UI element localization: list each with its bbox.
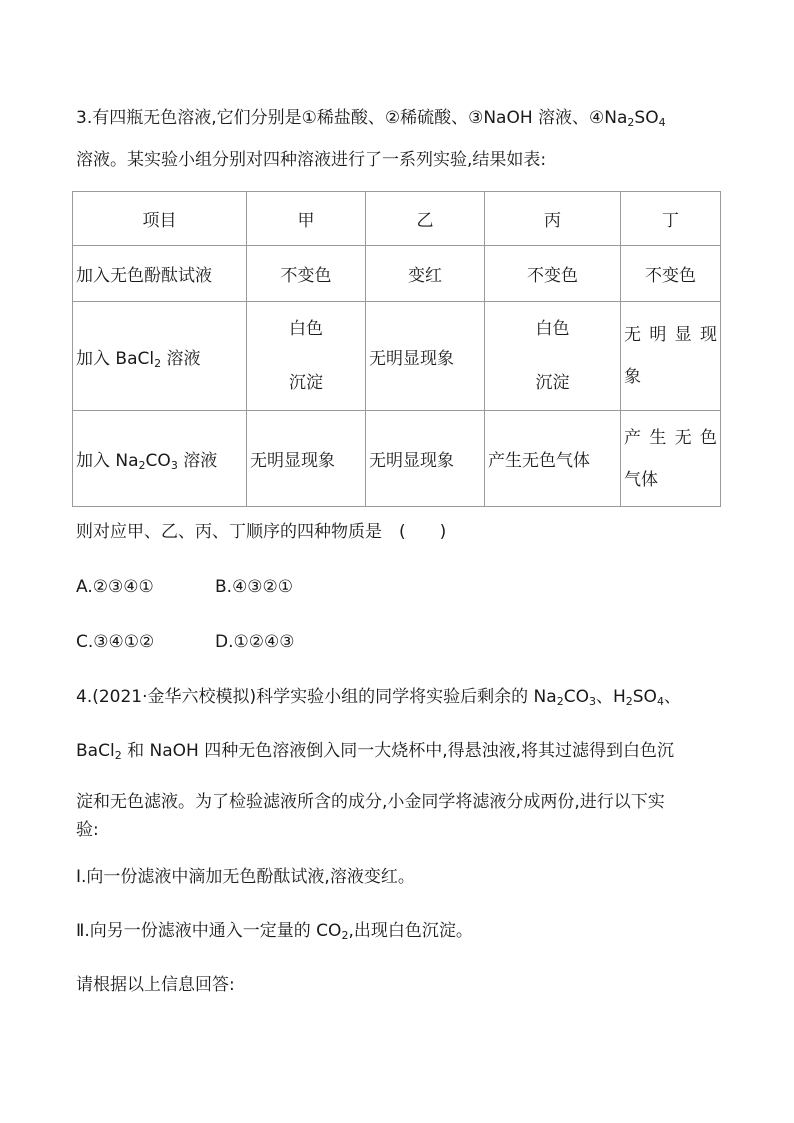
q3-question: 则对应甲、乙、丙、丁顺序的四种物质是 ( ): [76, 522, 447, 542]
table-cell: 无明显现 象: [621, 302, 721, 411]
table-row: [73, 246, 721, 302]
row-label: 加入 BaCl$_2$ 溶液: [73, 302, 247, 411]
table-cell: 变红: [366, 246, 485, 302]
option-b: B.④③②①: [215, 577, 294, 597]
header-bing: 丙: [485, 192, 621, 246]
table-cell: 不变色: [247, 246, 366, 302]
q4-step-1: Ⅰ.向一份滤液中滴加无色酚酞试液,溶液变红。: [76, 867, 415, 887]
table-cell: 无明显现象: [366, 411, 485, 507]
table-cell: 白色 沉淀: [485, 302, 621, 411]
table-row: [73, 411, 721, 507]
table-cell: 产生无色 气体: [621, 411, 721, 507]
q4-prompt: 请根据以上信息回答:: [76, 975, 235, 995]
q4-stem-line2: BaCl$_2$ 和 NaOH 四种无色溶液倒入同一大烧杯中,得悬浊液,将其过滤得到白色沉: [76, 741, 675, 762]
option-d: D.①②④③: [215, 632, 295, 652]
header-item: 项目: [73, 192, 247, 246]
table-row: [73, 302, 721, 411]
table-cell: 产生无色气体: [485, 411, 621, 507]
row-label: 加入 $Na_2CO_3$ 溶液: [73, 411, 247, 507]
row-label: 加入无色酚酞试液: [73, 246, 247, 302]
option-c: C.③④①②: [76, 632, 155, 652]
table-cell: 不变色: [621, 246, 721, 302]
q4-stem-line1: 4.(2021·金华六校模拟)科学实验小组的同学将实验后剩余的 $Na_2CO_3$、$H_2SO_4$、: [76, 687, 681, 708]
header-jia: 甲: [247, 192, 366, 246]
table-header-row: [73, 192, 721, 246]
header-yi: 乙: [366, 192, 485, 246]
q4-step-2: Ⅱ.向另一份滤液中通入一定量的 $CO_2$,出现白色沉淀。: [76, 921, 473, 942]
option-a: A.②③④①: [76, 577, 154, 597]
q4-stem-line4: 验:: [76, 820, 99, 840]
results-table: [72, 191, 721, 507]
q4-stem-line3: 淀和无色滤液。为了检验滤液所含的成分,小金同学将滤液分成两份,进行以下实: [76, 792, 665, 812]
header-ding: 丁: [621, 192, 721, 246]
table-cell: 无明显现象: [247, 411, 366, 507]
q3-stem-line2: 溶液。某实验小组分别对四种溶液进行了一系列实验,结果如表:: [76, 150, 547, 170]
table-cell: 无明显现象: [366, 302, 485, 411]
q3-stem-line1: 3.有四瓶无色溶液,它们分别是①稀盐酸、②稀硫酸、③NaOH 溶液、$④Na_2SO_4$: [76, 108, 666, 129]
table-cell: 白色 沉淀: [247, 302, 366, 411]
table-cell: 不变色: [485, 246, 621, 302]
